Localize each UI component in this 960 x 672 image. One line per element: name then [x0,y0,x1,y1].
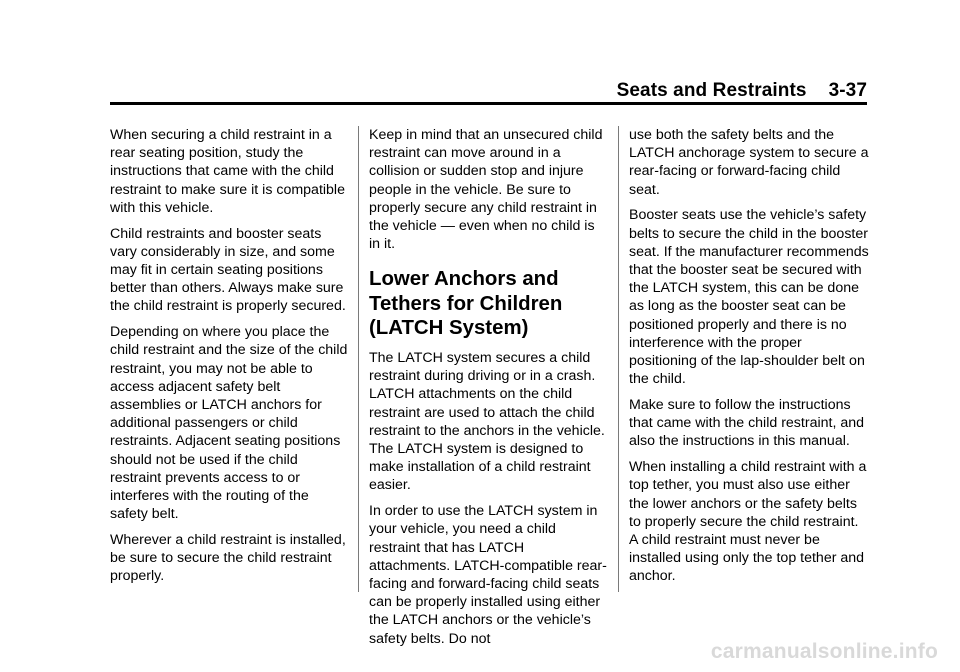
column-divider [358,126,359,592]
watermark: carmanualsonline.info [710,640,938,663]
paragraph: Depending on where you place the child restraint and the size of the child restraint, you may not be able to access adjacent safety belt assemblies or LATCH anchors for additional passengers or child restraints. Adjacent seating positions should not be used if the child restraint prevents access to or interferes with the routing of the safety belt. [110,324,348,523]
header-rule [110,102,867,105]
text-column-1 [110,126,350,593]
text-column-2 [369,126,609,655]
page-header [110,78,867,104]
paragraph: Child restraints and booster seats vary considerably in size, and some may fit in certain seating positions better than others. Always make sure the child restraint is properly secured. [110,225,346,315]
paragraph: Make sure to follow the instructions that came with the child restraint, and also the instructions in this manual. [629,397,865,450]
page-number: 3-37 [828,80,867,101]
paragraph: Wherever a child restraint is installed, be sure to secure the child restraint properly. [110,532,346,585]
section-heading: Lower Anchors and Tethers for Children (LATCH System) [369,268,563,340]
column-divider [618,126,619,592]
text-column-3 [629,126,869,593]
section-title: Seats and Restraints [616,80,807,101]
paragraph: Keep in mind that an unsecured child restraint can move around in a collision or sudden stop and injure people in the vehicle. Be sure to properly secure any child restraint in the vehicle — even when no child is in it. [369,127,603,253]
paragraph: use both the safety belts and the LATCH anchorage system to secure a rear-facing or forward-facing child seat. [629,127,869,198]
paragraph: When installing a child restraint with a top tether, you must also use either the lower anchors or the safety belts to properly secure the child restraint. A child restraint must never be installed using only the top tether and anchor. [629,459,867,585]
paragraph: The LATCH system secures a child restraint during driving or in a crash. LATCH attachments on the child restraint are used to attach the child restraint to the anchors in the vehicle. The LATCH system is designed to make installation of a child restraint easier. [369,349,605,494]
paragraph: When securing a child restraint in a rear seating position, study the instructions that came with the child restraint to make sure it is compatible with this vehicle. [110,127,345,216]
paragraph: In order to use the LATCH system in your vehicle, you need a child restraint that has LATCH attachments. LATCH-compatible rear-facing and forward-facing child seats can be properly installed using either the LATCH anchors or the vehicle’s safety belts. Do not [369,503,607,647]
paragraph: Booster seats use the vehicle’s safety belts to secure the child in the booster seat. If the manufacturer recommends that the booster seat be secured with the LATCH system, this can be done as long as the booster seat can be positioned properly and there is no interference with the proper positioning of the lap-shoulder belt on the child. [629,207,869,388]
header-title [617,80,867,102]
